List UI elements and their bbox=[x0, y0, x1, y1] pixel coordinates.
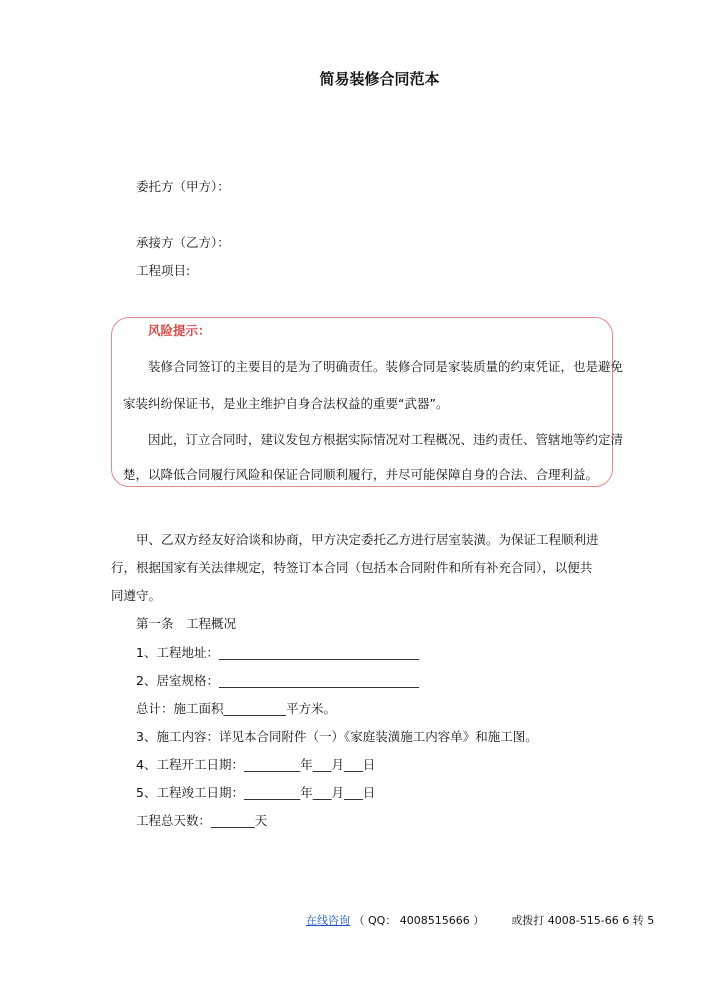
document-title: 简易装修合同范本 bbox=[319, 70, 440, 88]
party-b-label: 承接方（乙方）： bbox=[136, 235, 230, 250]
risk-paragraph-1-line-2: 家装纠纷保证书，是业主维护自身合法权益的重要“武器”。 bbox=[123, 396, 449, 411]
item-end-date: 5、工程竣工日期：_________年___月___日 bbox=[136, 785, 376, 800]
online-consult-link[interactable]: 在线咨询 bbox=[306, 914, 350, 927]
intro-line-3: 同遵守。 bbox=[111, 588, 162, 603]
intro-line-1: 甲、乙双方经友好洽谈和协商，甲方决定委托乙方进行居室装潢。为保证工程顺利进 bbox=[136, 532, 599, 547]
footer-phone: 或拨打 4008-515-66 6 转 5 bbox=[511, 914, 655, 927]
item-content: 3、施工内容：详见本合同附件（一）《家庭装潢施工内容单》和施工图。 bbox=[136, 729, 538, 744]
item-total-area: 总计：施工面积__________平方米。 bbox=[136, 701, 337, 716]
item-address: 1、工程地址：________________________________ bbox=[136, 645, 419, 660]
item-start-date: 4、工程开工日期：_________年___月___日 bbox=[136, 757, 376, 772]
risk-paragraph-1-line-1: 装修合同签订的主要目的是为了明确责任。装修合同是家装质量的约束凭证，也是避免 bbox=[148, 359, 624, 374]
risk-paragraph-2-line-2: 楚，以降低合同履行风险和保证合同顺利履行，并尽可能保障自身的合法、合理利益。 bbox=[123, 467, 599, 482]
article-1-heading: 第一条 工程概况 bbox=[136, 616, 237, 631]
footer-qq: （ QQ： 4008515666 ） bbox=[353, 914, 485, 927]
party-a-label: 委托方（甲方）： bbox=[136, 179, 230, 194]
risk-paragraph-2-line-1: 因此，订立合同时，建议发包方根据实际情况对工程概况、违约责任、管辖地等约定清 bbox=[148, 432, 624, 447]
footer bbox=[306, 912, 654, 928]
item-total-days: 工程总天数：_______天 bbox=[136, 813, 268, 828]
risk-notice-title: 风险提示： bbox=[148, 323, 211, 338]
project-label: 工程项目: bbox=[136, 263, 191, 278]
item-room-spec: 2、居室规格：________________________________ bbox=[136, 673, 419, 688]
intro-line-2: 行，根据国家有关法律规定，特签订本合同（包括本合同附件和所有补充合同），以便共 bbox=[111, 560, 593, 575]
